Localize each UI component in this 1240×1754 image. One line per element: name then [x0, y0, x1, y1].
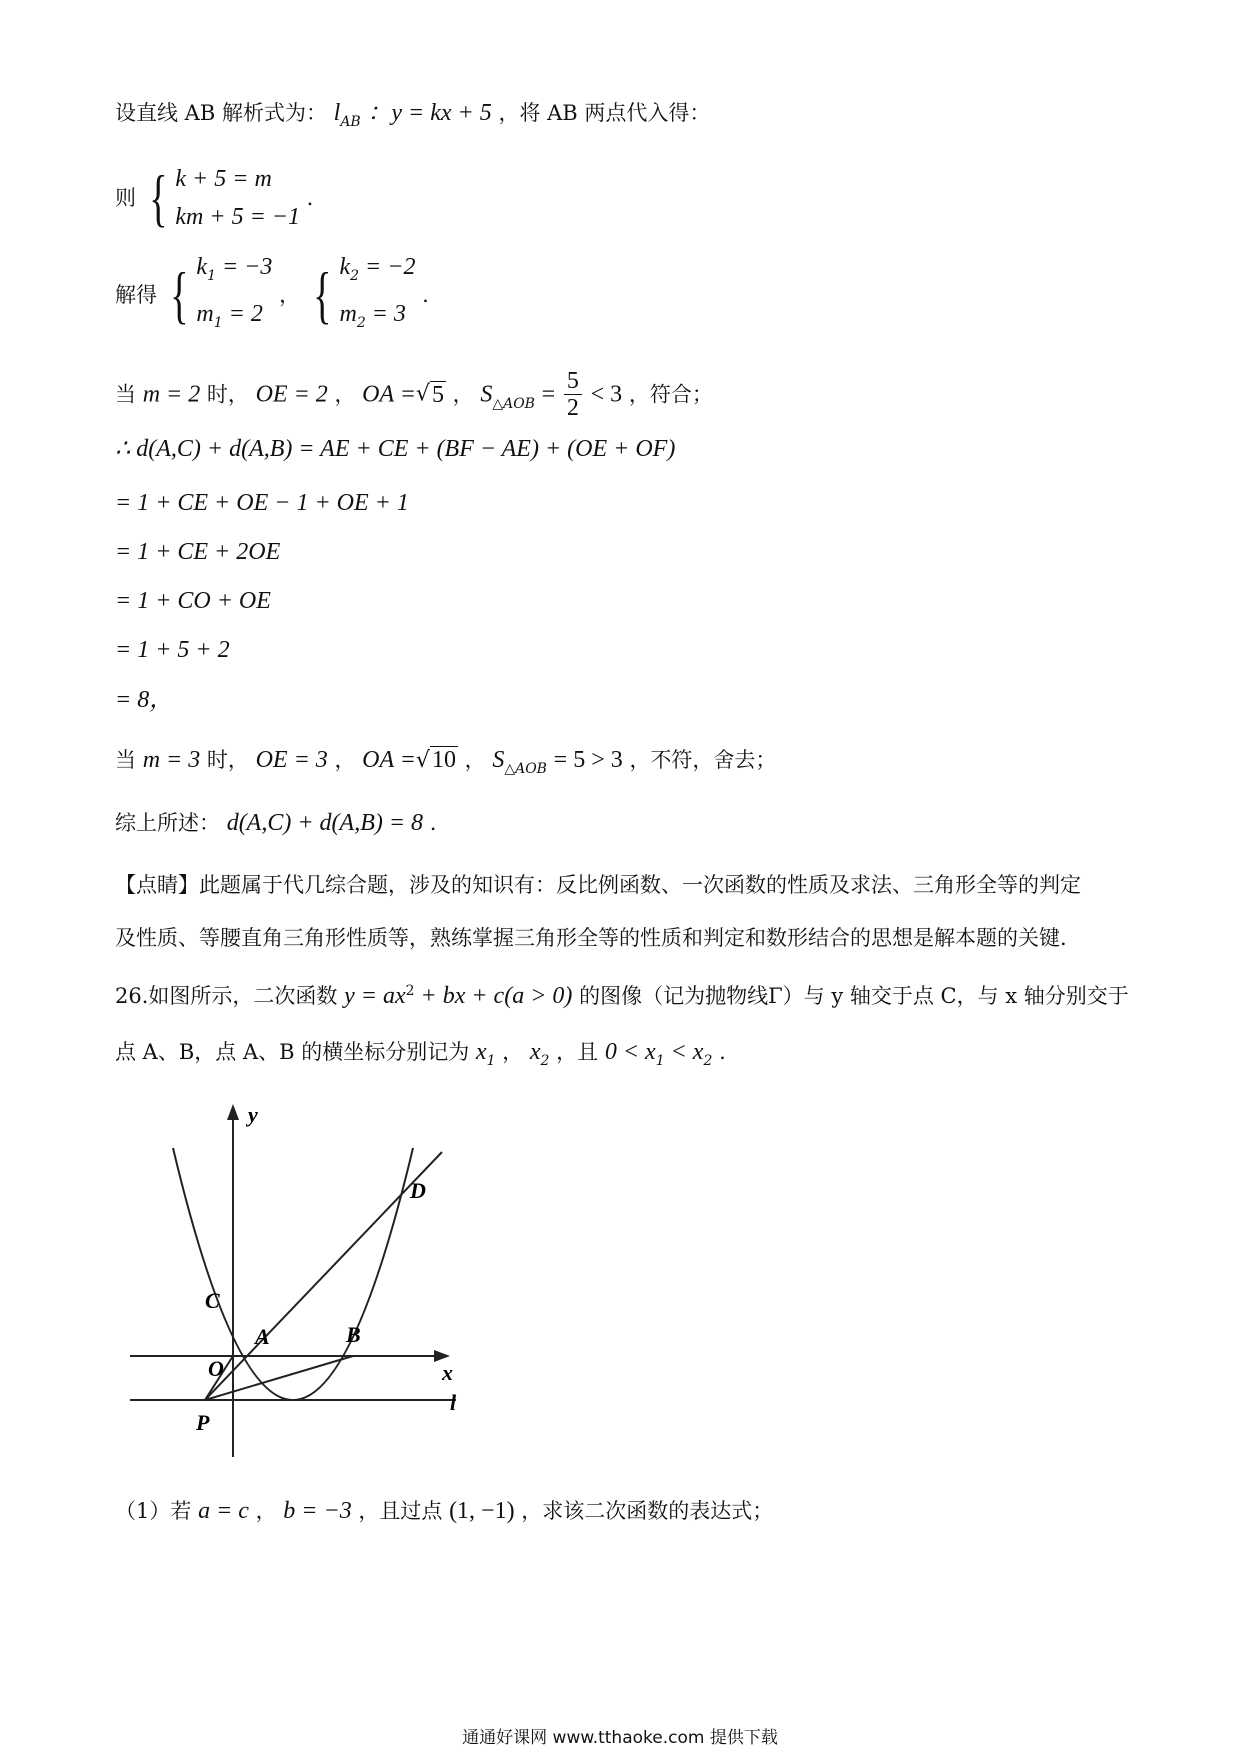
line15-y-eq: y = ax [344, 983, 406, 1009]
line4-comma: ， [334, 382, 356, 407]
sol1-m-val: = 2 [222, 301, 263, 327]
y-axis-arrow-icon [227, 1104, 239, 1120]
sol1-m: m [196, 301, 214, 327]
brace-icon: { [312, 259, 332, 330]
system1-row2: km + 5 = −1 [175, 204, 300, 230]
text-line-1 [115, 98, 710, 137]
label-d: D [410, 1178, 426, 1203]
sol1-k-val: = −3 [215, 254, 273, 280]
text-line-11 [115, 745, 776, 784]
line16-text-a: 点 A、B，点 A、B 的横坐标分别记为 [115, 1040, 470, 1064]
line3-text-a: 解得 [115, 283, 157, 307]
line4-sqrt-value: 5 [431, 381, 444, 408]
fraction-numerator: 5 [564, 368, 582, 395]
line1-var-l: l [333, 100, 341, 126]
line12-end: . [429, 811, 437, 835]
label-x: x [442, 1360, 453, 1385]
label-y: y [248, 1102, 258, 1127]
label-c: C [205, 1288, 220, 1313]
line15-text-a: 26.如图所示，二次函数 [115, 984, 338, 1008]
line12-equation: d(A,C) + d(A,B) = 8 [226, 810, 424, 836]
text-line-3 [115, 248, 429, 342]
sol2-m: m [339, 301, 357, 327]
line16-x2-sub: 2 [540, 1053, 550, 1069]
text-line-7: = 1 + CE + 2OE [115, 539, 281, 565]
line4-text-end: ，符合； [628, 382, 713, 407]
line11-text-a: 当 [115, 748, 136, 772]
label-o: O [208, 1356, 224, 1381]
line3-end: . [422, 283, 429, 307]
text-line-2 [115, 160, 313, 236]
line4-oa: OA = [362, 381, 416, 408]
parabola-figure [120, 1100, 480, 1470]
line1-text-e: ，将 AB 两点代入得： [498, 101, 711, 125]
solution-system-1 [164, 248, 273, 342]
sqrt-icon: √ [415, 381, 430, 407]
line16-end: . [719, 1040, 726, 1064]
line2-text-a: 则 [115, 186, 136, 210]
text-line-16 [115, 1037, 726, 1076]
line11-text-c: 时， [206, 748, 249, 772]
page-footer: 通通好课网 www.tthaoke.com 提供下载 [462, 1728, 778, 1748]
brace-icon: { [169, 259, 189, 330]
text-line-15 [115, 976, 1129, 1011]
solution-system-2 [307, 248, 416, 342]
text-line-12 [115, 808, 436, 838]
line1-sub-ab: AB [340, 114, 361, 130]
line11-oa: OA = [362, 747, 416, 773]
line11-sqrt-value: 10 [431, 747, 456, 773]
sol1-k-sub: 1 [207, 268, 216, 284]
line4-s: S [480, 381, 493, 408]
text-line-8: = 1 + CO + OE [115, 588, 271, 614]
equation-system-1 [143, 160, 300, 236]
line17-point: (1, −1) [449, 1498, 515, 1524]
text-line-13: 【点睛】此题属于代几综合题，涉及的知识有：反比例函数、一次函数的性质及求法、三角形全等的判定 [115, 873, 1081, 897]
line4-s-sub: △AOB [492, 396, 535, 412]
text-line-10: = 8， [115, 687, 174, 713]
line4-lt3: < 3 [590, 381, 623, 408]
line11-oe: OE = 3 [255, 747, 328, 773]
line1-equation: ：y = kx + 5 [367, 100, 492, 126]
line11-m-eq: m = 3 [142, 747, 201, 773]
sol2-k-sub: 2 [350, 268, 360, 284]
line17-a-eq-c: a = c [198, 1498, 249, 1524]
line16-text-g: ，且 [556, 1040, 599, 1064]
line16-x2: x [529, 1039, 541, 1065]
line11-value: = 5 > 3 [553, 747, 623, 773]
line17-text-e: ，且过点 [358, 1499, 443, 1523]
line15-exponent: 2 [405, 983, 415, 999]
line15-rest: + bx + c(a > 0) [414, 983, 573, 1009]
text-line-9: = 1 + 5 + 2 [115, 637, 230, 663]
line11-text-end: ，不符，舍去； [629, 748, 777, 772]
line4-fraction [564, 368, 582, 421]
text-line-14: 及性质、等腰直角三角形性质等，熟练掌握三角形全等的性质和判定和数形结合的思想是解本题的关键. [115, 926, 1067, 950]
line17-text-g: ，求该二次函数的表达式； [521, 1499, 774, 1523]
system1-row1: k + 5 = m [175, 166, 272, 192]
line4-m-eq: m = 2 [142, 381, 201, 408]
label-l: l [450, 1390, 457, 1415]
line11-s-sub: △AOB [504, 761, 547, 777]
sol1-m-sub: 1 [213, 315, 223, 331]
line17-text-a: （1）若 [115, 1499, 192, 1523]
label-p: P [196, 1410, 210, 1435]
line1-text-a: 设直线 AB 解析式为： [115, 101, 327, 125]
line4-text-a: 当 [115, 382, 136, 407]
line16-x1: x [475, 1039, 487, 1065]
line16-ineq-sub2: 2 [703, 1053, 713, 1069]
line4-text-c: 时， [206, 382, 249, 407]
line11-s: S [492, 747, 505, 773]
line3-sep: ， [279, 283, 301, 307]
label-b: B [346, 1322, 361, 1347]
sol1-k: k [196, 254, 208, 280]
sol2-m-val: = 3 [365, 301, 406, 327]
line17-comma: ， [255, 1499, 277, 1523]
line12-text-a: 综上所述： [115, 811, 220, 835]
fraction-denominator: 2 [566, 395, 579, 421]
text-line-4 [115, 368, 713, 421]
line16-ineq-a: 0 < x [604, 1039, 656, 1065]
line4-oe: OE = 2 [255, 381, 328, 408]
line16-ineq-b: < x [664, 1039, 704, 1065]
line16-x1-sub: 1 [486, 1053, 496, 1069]
line17-b-eq: b = −3 [283, 1498, 352, 1524]
line11-comma: ， [334, 748, 356, 772]
text-line-17 [115, 1496, 773, 1526]
sol2-k-val: = −2 [359, 254, 416, 280]
text-line-5: ∴ d(A,C) + d(A,B) = AE + CE + (BF − AE) + (OE + OF) [115, 436, 676, 462]
line-pd [205, 1152, 442, 1400]
sqrt-icon: √ [415, 748, 430, 773]
line15-text-e: 的图像（记为抛物线Γ）与 y 轴交于点 C，与 x 轴分别交于 [579, 984, 1129, 1008]
line4-comma2: ， [452, 382, 474, 407]
brace-icon: { [148, 162, 168, 233]
line2-end: . [306, 186, 314, 210]
line16-ineq-sub1: 1 [655, 1053, 665, 1069]
label-a: A [255, 1324, 270, 1349]
line4-equals: = [541, 381, 556, 408]
line16-comma: ， [502, 1040, 524, 1064]
sol2-k: k [339, 254, 351, 280]
sol2-m-sub: 2 [356, 315, 366, 331]
text-line-6: = 1 + CE + OE − 1 + OE + 1 [115, 490, 409, 516]
line11-comma2: ， [464, 748, 486, 772]
